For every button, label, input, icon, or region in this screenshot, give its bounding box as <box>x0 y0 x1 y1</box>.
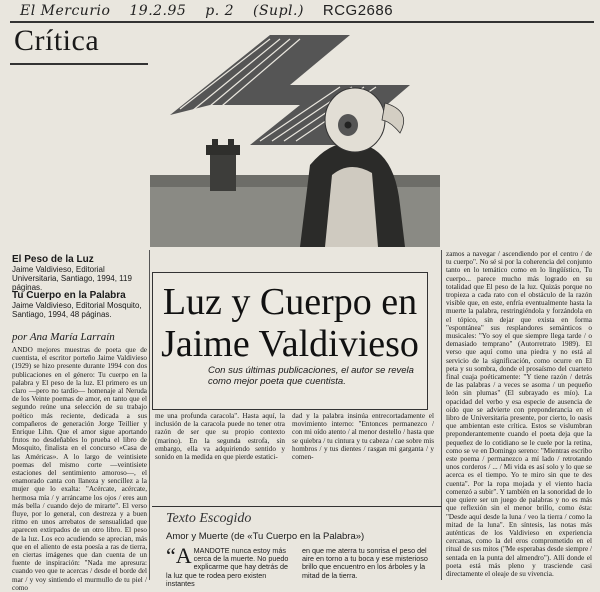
body-column-3 <box>292 412 434 502</box>
byline: por Ana María Larraín <box>12 331 115 343</box>
book-info-1 <box>12 254 147 292</box>
book-details-1: Jaime Valdivieso, Editorial Universitaria, Santiago, 1994, 119 páginas. <box>12 265 132 292</box>
top-rule <box>10 21 594 23</box>
archive-code: RCG2686 <box>322 2 394 19</box>
body-text-2: me una profunda caracola". Hasta aquí, la inclusión de la caracola puede no tener otra razón de ser que su propio contexto (marino). En la segunda estrofa, sin embargo, ella va adquiriendo sentido y sonido en la medida en que pierde estatici- <box>155 412 285 462</box>
body-column-4 <box>446 250 592 578</box>
section-title: Crítica <box>14 24 100 57</box>
section-note: (Supl.) <box>253 3 304 19</box>
column-rule <box>149 250 150 580</box>
body-text-3: dad y la palabra insinúa entrecortadamente el movimiento interno: "Entonces permanezco / con mi oído atento / al menor destello / hasta que se quiebra / tu cintura y tu cabeza / cae sobre mis hombros / y tus dientes / rasgan mi garganta / y comen- <box>292 412 434 462</box>
poem-text-2: en que me aterra tu sonrisa el peso del aire en torno a tu boca y ese misterioso brillo que encuentro en los árboles y la mitad de la tierra. <box>302 546 428 580</box>
headline-box <box>152 272 428 410</box>
book-title-1: El Peso de la Luz <box>12 254 94 265</box>
book-title-2: Tu Cuerpo en la Palabra <box>12 290 126 301</box>
handwritten-annotation <box>20 2 407 19</box>
selected-text-label: Texto Escogido <box>166 511 252 526</box>
poem-text-1: MANDOTE nunca estoy más cerca de la muerte. No puedo explicarme que hay detrás de la luz que te rodea pero existen instantes <box>166 546 289 588</box>
body-text-1: ANDO mejores muestras de poeta que de cuentista, el escritor porteño Jaime Valdivieso (1929) se hizo presente durante 1994 con dos publicaciones en el género: Tu cuerpo en la palabra y El peso de la luz. El primero es un claro —pero no tardío— homenaje al Neruda de los Veinte poemas de amor, en tanto que el segundo reúne una selección de su trabajo poético más reciente, dedicada a sus compañeros de generación Jorge Teillier y Enrique Lihn. Que el amor sigue aportando frutos no desdeñables lo prueba el libro de Mosquito, finalista en el concurso «Casa de las Américas». A lo largo de veintisiete poemas del mismo corte —veintisiete estaciones del sentimiento amoroso—, el enamorado canta con llaneza y sencillez a la mujer que lo exalta: "Acércate, acércate, hermosa mía / y arráncame los ojos / eres aun más bella / cuando dejo de mirarte". El verso fluye, por lo general, con destreza y a buen ritmo en unos arrebatos de sensualidad que aparecen extirpados de un otro libro. El peso de la luz. Los eco acudiendo se aprecian, más que en el aliento de esta poesía a ras de tierra, en ciertas imágenes que dan cuenta de un fuente de inspiración: "Nada me apresura: cuando veo que te acercas / desde el borde del mar / y voy sintiendo el murmullo de tu piel / como <box>12 346 147 592</box>
poem-column-1 <box>166 543 291 588</box>
book-details-2: Jaime Valdivieso, Editorial Mosquito, Santiago, 1994, 48 páginas. <box>12 301 142 319</box>
selected-text-subtitle: Amor y Muerte (de «Tu Cuerpo en la Palabra») <box>166 531 365 542</box>
newspaper-name: El Mercurio <box>20 3 111 19</box>
deck: Con sus últimas publicaciones, el autor se revela como mejor poeta que cuentista. <box>208 365 414 387</box>
body-column-2 <box>155 412 285 502</box>
poem-column-2 <box>302 547 434 580</box>
page-number: p. 2 <box>205 3 235 19</box>
book-info-2 <box>12 290 152 319</box>
tower-shape <box>210 153 236 191</box>
poem-dropcap: “A <box>166 543 192 568</box>
clipping-date: 19.2.95 <box>129 3 187 19</box>
body-text-4: zamos a navegar / ascendiendo por el centro / de tu cuerpo". No sé si por la coherencia del conjunto tanto en lo temático como en lo lingüístico, Tu cuerpo... parece mucho más logrado en su totalidad que El peso de la luz. Quizás porque no tropieza a cada rato con el obstáculo de la razón visible que, en este, enfría eventualmente hasta la muerte la palabra, restringiéndola y forzándola en el tópico, sin dejar que exista en forma "espontánea" sus resplandores semánticos o musicales: "Yo soy el que siempre llega tarde / o demasiado temprano" (Autorretrato 1989). El verso que aquí como una piedra y no está al servicio de la significación, como ocurre en El peta y su sombra, donde el prosaísmo del cuarteto final cuaja poéticamente: "Y tiene razón / detrás de las palabras / a veces se asoma / un pequeño león sin plumas" (El subrayado es mío). La opacidad del verbo y esa especie de ausencia de oído que se advierte con preponderancia en el libro de Universitaria presente, por cierto, lo oasis que ambientan este crítica. Estos se vislumbran preponderantemente cuando el poeta deja que la pequeñez de lo cotidiano se le cuele por la retina, como se ve en Domingo sereno: "Mientras escribo este poema / permanezco a mí lado / retrotando unos corderos / ... / Mi vida es así solo y lo que se acerca es el tiempo. Yo te miro sin que te des cuenta". Por la ropa mojada y el viento hacia comenzó a subir". Y también en la sonoridad de lo que quiere ser un juego de palabras y no es más que reflexión sin el menor brillo, como ésta: "Desde aquí desde la luna / veo la tierra / como la mitad de la luna". En síntesis, las notas más auténticas de los Valdivieso en experiencia cercanas, como la del eros comprometido en el ritual de sus mitos ("Me esperabas desde siempre / sentada en la punta del almendro"). Allí donde el poeta está más pleno y trasciende casi directamente el oleaje de su vivencia. <box>446 250 592 578</box>
headline: Luz y Cuerpo en Jaime Valdivieso <box>161 281 419 365</box>
body-column-1 <box>12 346 147 592</box>
illustration <box>150 25 440 247</box>
selected-text-box <box>152 506 442 588</box>
